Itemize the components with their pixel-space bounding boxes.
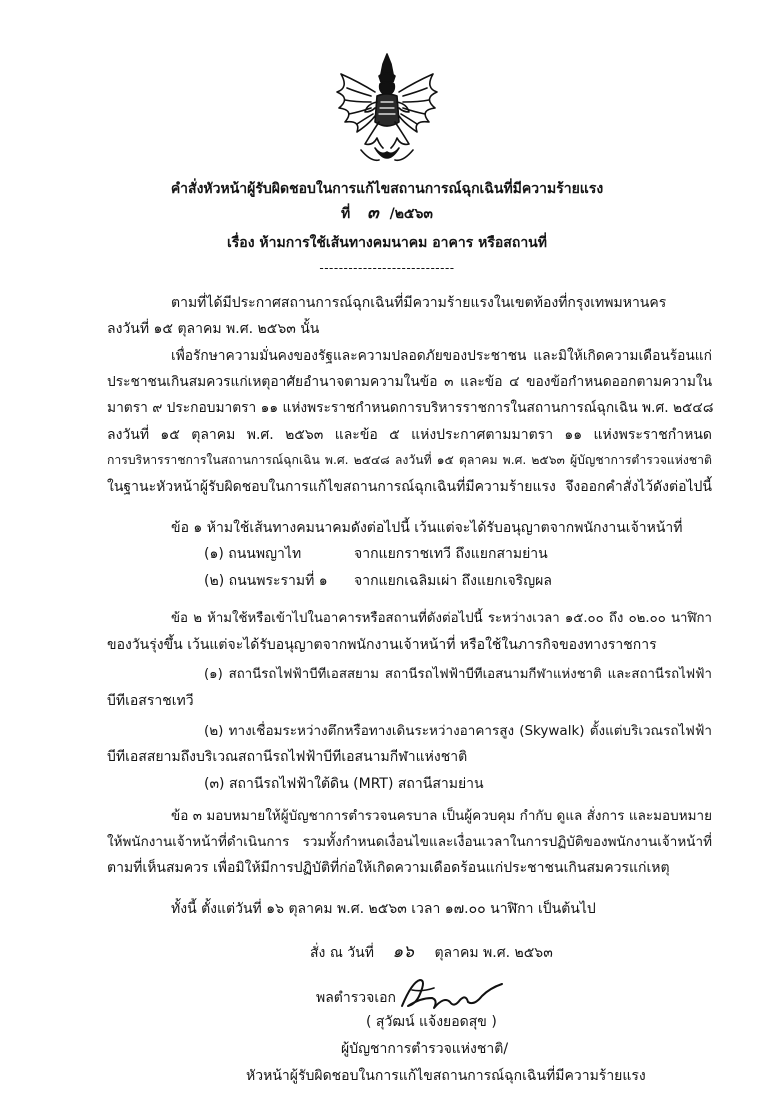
clause2-line2: ของวันรุ่งขึ้น เว้นแต่จะได้รับอนุญาตจากพนักงานเจ้าหน้าที่ หรือใช้ในภารกิจของทางราชการ [107, 637, 657, 653]
order-subject: เรื่อง ห้ามการใช้เส้นทางคมนาคม อาคาร หรือสถานที่ [227, 235, 547, 251]
clause2-item2-line1: (๒) ทางเชื่อมระหว่างตึกหรือทางเดินระหว่างอาคารสูง (Skywalk) ตั้งแต่บริเวณรถไฟฟ้า [204, 723, 712, 739]
order-number-suffix: /๒๕๖๓ [389, 206, 433, 222]
clause2-item2-line2: บีทีเอสสยามถึงบริเวณสถานีรถไฟฟ้าบีทีเอสนามกีฬาแห่งชาติ [107, 749, 468, 765]
handwritten-signature [398, 976, 506, 1018]
clause3-line3: ตามที่เห็นสมควร เพื่อมิให้มีการปฏิบัติที่ก่อให้เกิดความเดือดร้อนแก่ประชาชนเกินสมควรแก่เหตุ [107, 860, 670, 876]
order-number [0, 203, 774, 224]
signatory-position-line1: ผู้บัญชาการตำรวจแห่งชาติ/ [341, 1041, 509, 1057]
clause1-item1-road: (๑) ถนนพญาไท [204, 546, 302, 562]
order-date-day-handwritten: ๑๖ [392, 942, 414, 962]
preamble-p2-line1: เพื่อรักษาความมั่นคงของรัฐและความปลอดภัยของประชาชน และมิให้เกิดความเดือนร้อนแก่ [171, 348, 712, 364]
clause3-line2: ให้พนักงานเจ้าหน้าที่ดำเนินการ รวมทั้งกำหนดเงื่อนไขและเงื่อนเวลาในการปฏิบัติของพนักงานเจ้าหน้าที่ [107, 834, 712, 850]
signatory-name: ( สุวัฒน์ แจ้งยอดสุข ) [366, 1014, 497, 1030]
clause1-item1-range: จากแยกราชเทวี ถึงแยกสามย่าน [354, 546, 548, 562]
garuda-emblem [331, 52, 443, 170]
clause2-item3: (๓) สถานีรถไฟฟ้าใต้ดิน (MRT) สถานีสามย่าน [204, 776, 484, 792]
preamble-p2-line4: ลงวันที่ ๑๕ ตุลาคม พ.ศ. ๒๕๖๓ และข้อ ๕ แห่งประกาศตามมาตรา ๑๑ แห่งพระราชกำหนด [107, 427, 712, 443]
order-number-handwritten: ๓ [367, 203, 379, 223]
signatory-position-line2: หัวหน้าผู้รับผิดชอบในการแก้ไขสถานการณ์ฉุกเฉินที่มีความร้ายแรง [246, 1068, 646, 1084]
header-divider: ---------------------------- [319, 261, 455, 275]
preamble-p1-line1: ตามที่ได้มีประกาศสถานการณ์ฉุกเฉินที่มีความร้ายแรงในเขตท้องที่กรุงเทพมหานคร [171, 295, 667, 311]
clause1-intro: ข้อ ๑ ห้ามใช้เส้นทางคมนาคมดังต่อไปนี้ เว้นแต่จะได้รับอนุญาตจากพนักงานเจ้าหน้าที่ [171, 520, 683, 536]
order-date-prefix: สั่ง ณ วันที่ [310, 945, 374, 961]
clause2-item1-line2: บีทีเอสราชเทวี [107, 693, 194, 709]
order-date-suffix: ตุลาคม พ.ศ. ๒๕๖๓ [434, 945, 553, 961]
preamble-p1-line2: ลงวันที่ ๑๕ ตุลาคม พ.ศ. ๒๕๖๓ นั้น [107, 321, 320, 337]
preamble-p2-line5: การบริหารราชการในสถานการณ์ฉุกเฉิน พ.ศ. ๒๕๔๘ ลงวันที่ ๑๕ ตุลาคม พ.ศ. ๒๕๖๓ ผู้บัญชาการตำรวจแห่งชาติ [107, 453, 712, 467]
clause3-line1: ข้อ ๓ มอบหมายให้ผู้บัญชาการตำรวจนครบาล เป็นผู้ควบคุม กำกับ ดูแล สั่งการ และมอบหมาย [171, 808, 712, 824]
signatory-rank: พลตำรวจเอก [316, 990, 397, 1006]
order-number-prefix: ที่ [340, 206, 351, 222]
clause1-item2-road: (๒) ถนนพระรามที่ ๑ [204, 573, 328, 589]
order-title: คำสั่งหัวหน้าผู้รับผิดชอบในการแก้ไขสถานการณ์ฉุกเฉินที่มีความร้ายแรง [170, 181, 604, 197]
clause2-item1-line1: (๑) สถานีรถไฟฟ้าบีทีเอสสยาม สถานีรถไฟฟ้าบีทีเอสนามกีฬาแห่งชาติ และสถานีรถไฟฟ้า [204, 667, 712, 682]
effective-date: ทั้งนี้ ตั้งแต่วันที่ ๑๖ ตุลาคม พ.ศ. ๒๕๖๓ เวลา ๑๗.๐๐ นาฬิกา เป็นต้นไป [171, 901, 596, 917]
preamble-p2-line2: ประชาชนเกินสมควรแก่เหตุอาศัยอำนาจตามความในข้อ ๓ และข้อ ๔ ของข้อกำหนดออกตามความใน [107, 374, 712, 390]
clause1-item2-range: จากแยกเฉลิมเผ่า ถึงแยกเจริญผล [354, 573, 552, 589]
preamble-p2-line3: มาตรา ๙ ประกอบมาตรา ๑๑ แห่งพระราชกำหนดการบริหารราชการในสถานการณ์ฉุกเฉิน พ.ศ. ๒๕๔๘ [107, 400, 714, 416]
clause2-line1: ข้อ ๒ ห้ามใช้หรือเข้าไปในอาคารหรือสถานที่ดังต่อไปนี้ ระหว่างเวลา ๑๕.๐๐ ถึง ๐๒.๐๐ นาฬิกา [171, 611, 712, 626]
preamble-p2-line6: ในฐานะหัวหน้าผู้รับผิดชอบในการแก้ไขสถานการณ์ฉุกเฉินที่มีความร้ายแรง จึงออกคำสั่งไว้ดังต่อไปนี้ [107, 479, 712, 495]
order-date [310, 942, 553, 963]
